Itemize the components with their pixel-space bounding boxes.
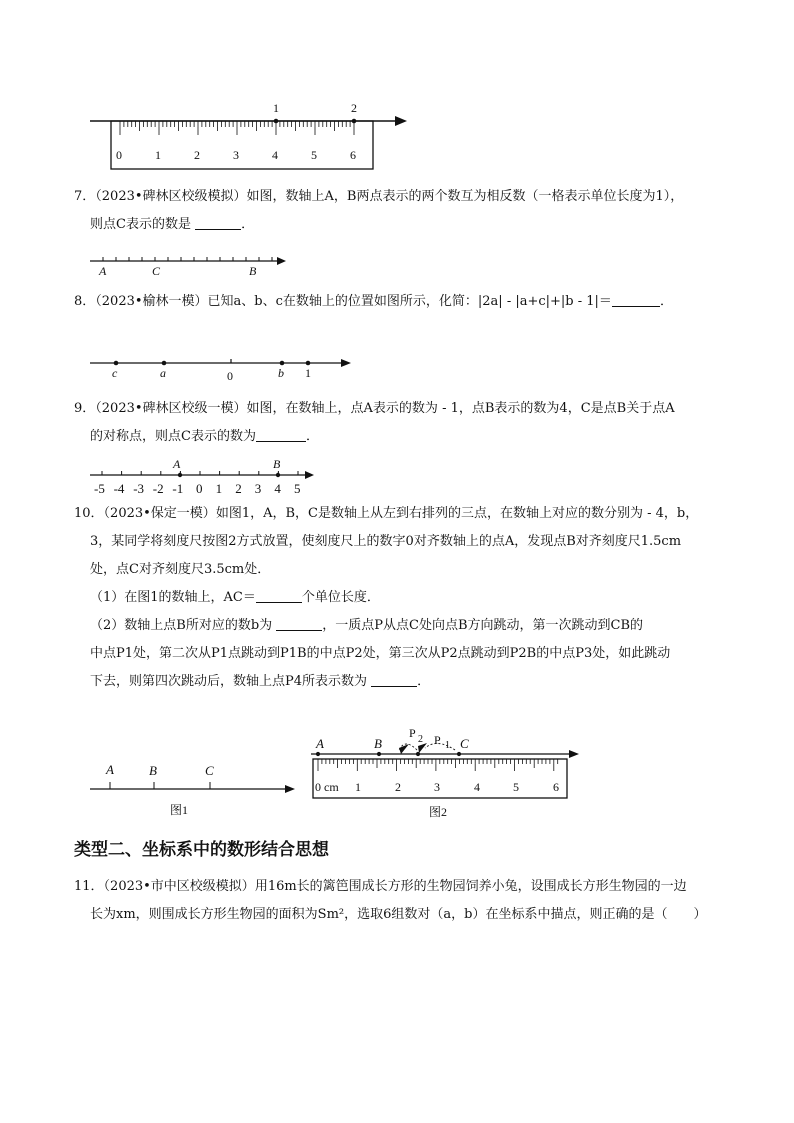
question-source: （2023•市中区校级模拟）: [103, 879, 255, 894]
question-9: [74, 395, 734, 451]
question-number: 11．: [74, 879, 104, 894]
punctuation: ．: [241, 217, 255, 232]
question-text: 如图，在数轴上，点A表示的数为 - 1，点B表示的数为4，C是点B关于点A: [246, 401, 675, 416]
tick-label: 4: [274, 481, 281, 496]
answer-blank[interactable]: [256, 589, 302, 603]
ruler-label: 5: [513, 780, 519, 794]
tick-label: -3: [133, 481, 145, 496]
q9-number-line-figure: [88, 456, 318, 496]
question-text: 用16m长的篱笆围成长方形的生物园饲养小兔，设围成长方形生物园的一边: [254, 879, 687, 894]
question-source: （2023•榆林一模）: [95, 294, 208, 309]
point-label-1: 1: [305, 366, 311, 380]
question-number: 8．: [74, 294, 96, 309]
question-source: （2023•碑林区校级模拟）: [95, 189, 247, 204]
ruler-label: 1: [355, 780, 361, 794]
ruler-label: 6: [350, 148, 356, 162]
ruler-label: 0 cm: [315, 780, 339, 794]
answer-blank[interactable]: [256, 428, 306, 442]
point-label-B: B: [273, 457, 281, 471]
question-text: 长为xm，则围成长方形生物园的面积为Sm²，选取6组数对（a，b）在坐标系中描点，则正确的是（ ）: [90, 907, 707, 922]
tick-label: -2: [152, 481, 164, 496]
question-8: [74, 288, 734, 316]
question-number: 10．: [74, 506, 104, 521]
ruler-label: 6: [553, 780, 559, 794]
question-text: 的对称点，则点C表示的数为: [90, 429, 256, 444]
part-2-text: ，一质点P从点C处向点B方向跳动，第一次跳动到CB的: [322, 618, 644, 633]
point-label-0: 0: [227, 369, 233, 383]
point-label-C: C: [205, 763, 214, 778]
ruler-number-line-figure: [85, 95, 415, 175]
punctuation: ．: [417, 674, 431, 689]
ruler-label: 4: [272, 148, 278, 162]
point-label-P2: P: [409, 726, 416, 740]
ruler-label: 5: [311, 148, 317, 162]
question-text: 则点C表示的数是: [90, 217, 191, 232]
point-label-B: B: [374, 736, 382, 751]
tick-label: 0: [196, 481, 203, 496]
point-label-A: A: [173, 457, 181, 471]
question-7: [74, 183, 734, 239]
ruler-label: 4: [474, 780, 480, 794]
q10-figure-2: [305, 726, 585, 822]
tick-label: 5: [294, 481, 301, 496]
question-text: 如图1，A，B，C是数轴上从左到右排列的三点，在数轴上对应的数分别为 - 4，b，: [215, 506, 699, 521]
point-label-A: A: [106, 762, 114, 777]
point-label-B: B: [249, 264, 257, 278]
point-label-P1: P: [434, 733, 441, 747]
figure-caption: 图1: [170, 803, 189, 817]
q8-number-line-figure: [88, 352, 358, 384]
point-label-b: b: [278, 366, 284, 380]
axis-label-1: 1: [273, 101, 279, 115]
point-label-P1-subscript: 1: [445, 740, 450, 751]
point-label-P2-subscript: 2: [418, 734, 423, 745]
part-1-text-end: 个单位长度．: [301, 590, 380, 605]
point-label-B: B: [149, 763, 157, 778]
question-source: （2023•保定一模）: [103, 506, 216, 521]
point-label-C: C: [460, 736, 469, 751]
q7-number-line-figure: [88, 252, 293, 278]
tick-label: 3: [254, 481, 262, 496]
tick-label: -1: [172, 481, 184, 496]
ruler-label: 3: [233, 148, 239, 162]
tick-label: -5: [94, 481, 105, 496]
question-text: 已知a、b、c在数轴上的位置如图所示，化简：|2a| - |a+c|+|b - 1|＝: [207, 294, 612, 309]
tick-label: 1: [215, 481, 223, 496]
part-2-text: 中点P1处，第二次从P1点跳动到P1B的中点P2处，第三次从P2点跳动到P2B的中点P3处，如此跳动: [90, 646, 671, 661]
punctuation: ．: [659, 294, 673, 309]
part-2-text: （2）数轴上点B所对应的数b为: [90, 618, 273, 633]
answer-blank[interactable]: [276, 617, 322, 631]
tick-label: 2: [235, 481, 242, 496]
figure-caption: 图2: [429, 805, 448, 819]
point-label-A: A: [316, 736, 324, 751]
q10-figure-1: [88, 758, 303, 822]
part-1-text: （1）在图1的数轴上，AC＝: [90, 590, 256, 605]
answer-blank[interactable]: [371, 673, 417, 687]
question-text: 处，点C对齐刻度尺3.5cm处．: [90, 562, 271, 577]
punctuation: ．: [305, 429, 319, 444]
tick-label: -4: [113, 481, 125, 496]
point-label-C: C: [152, 264, 161, 278]
ruler-label: 1: [155, 148, 161, 162]
section-heading: 类型二、坐标系中的数形结合思想: [74, 840, 329, 860]
question-text: 3，某同学将刻度尺按图2方式放置，使刻度尺上的数字0对齐数轴上的点A，发现点B对齐刻度尺1.5cm: [90, 534, 682, 549]
part-2-text: 下去，则第四次跳动后，数轴上点P4所表示数为: [90, 674, 368, 689]
question-text: 如图，数轴上A，B两点表示的两个数互为相反数（一格表示单位长度为1），: [246, 189, 684, 204]
ruler-label: 2: [194, 148, 200, 162]
ruler-label: 0: [116, 148, 122, 162]
question-11: [74, 873, 734, 929]
point-label-c: c: [112, 366, 118, 380]
answer-blank[interactable]: [612, 293, 660, 307]
question-number: 7．: [74, 189, 96, 204]
axis-label-2: 2: [351, 101, 357, 115]
ruler-label: 2: [395, 780, 401, 794]
point-label-A: A: [99, 264, 107, 278]
answer-blank[interactable]: [195, 216, 241, 230]
point-label-a: a: [160, 366, 166, 380]
ruler-label: 3: [434, 780, 440, 794]
question-10: [74, 500, 734, 696]
question-source: （2023•碑林区校级一模）: [95, 401, 247, 416]
question-number: 9．: [74, 401, 96, 416]
